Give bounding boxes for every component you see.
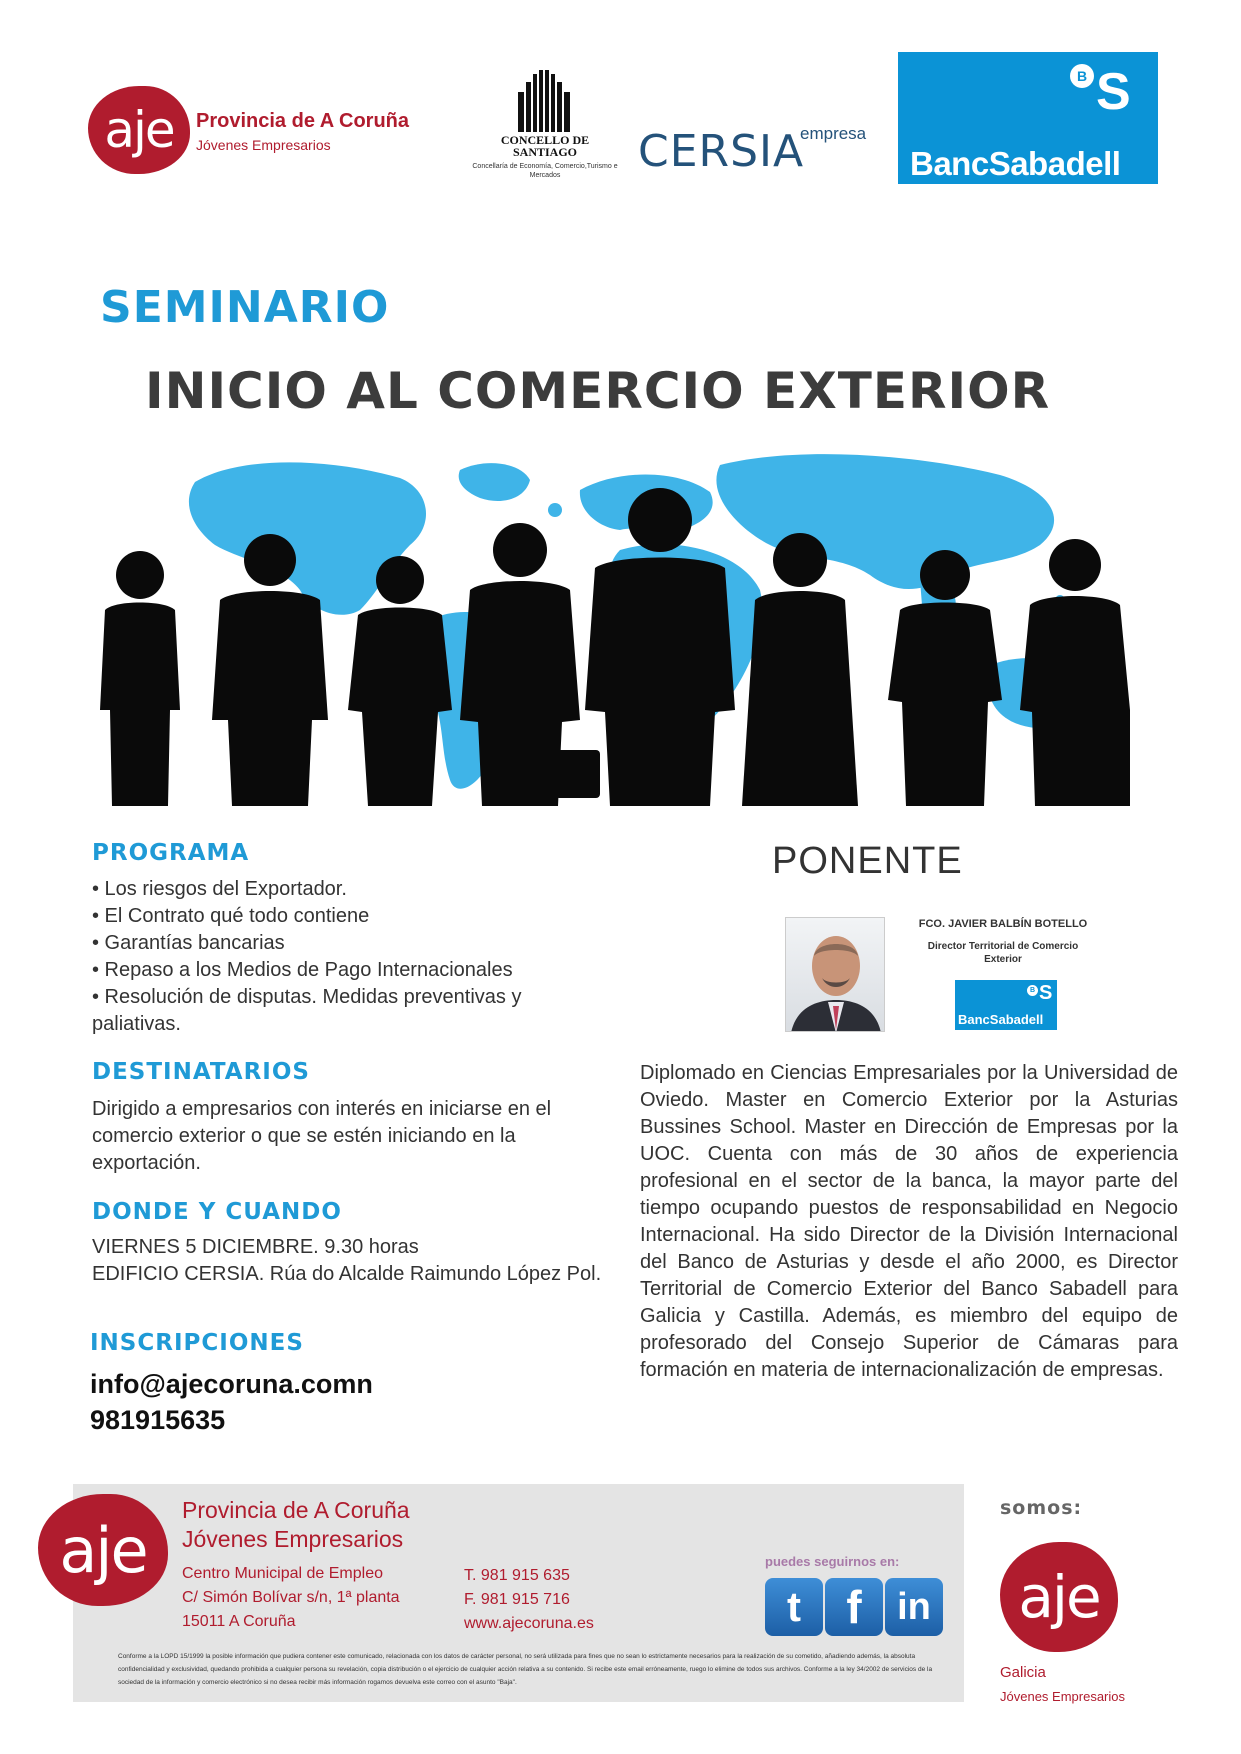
legal-notice: Conforme a la LOPD 15/1999 la posible información que pudiera contener este comunicado, relacionada con los datos de carácter personal, no será utilizada para fines que no sean lo estrictamente necesarios para la realización de su cometido, añadiendo además, la absoluta confidencialidad y exclusividad, quedando prohibida a cualquier persona su revelación, copia distribución o el ejercicio de cualquier acción relativa a su contenido. Si recibe este email erróneamente, ruego lo elimine de todos sus archivos. Conforme a la ley 34/2002 de servicios de la sociedad de la información y comercio electrónico si no desea recibir más información rogamos devuelva este correo con el asunto "Baja". <box>118 1653 933 1686</box>
footer-address <box>182 1562 400 1634</box>
follow-us-label: puedes seguirnos en: <box>765 1554 900 1569</box>
footer-phone: T. 981 915 635 <box>464 1567 570 1584</box>
list-item: • El Contrato qué todo contiene <box>92 905 370 927</box>
aje-logo-line1: Provincia de A Coruña <box>196 110 410 132</box>
speaker-photo <box>785 917 885 1032</box>
santiago-logo-subtitle: Concellaría de Economía, Comercio,Turismo e Mercados <box>472 163 618 179</box>
donde-date: VIERNES 5 DICIEMBRE. 9.30 horas <box>92 1236 419 1258</box>
inscripciones-heading: INSCRIPCIONES <box>90 1330 304 1356</box>
speaker-bio: Diplomado en Ciencias Empresariales por la Universidad de Oviedo. Master en Comercio Exterior por la Asturias Bussines School. Master en Dirección de Empresas por la UOC. Cuenta con más de 30 años de experiencia profesional en el sector de la banca, la mayor parte del tiempo ocupando puestos de responsabilidad en Negocio Internacional. Ha sido Director de la División Internacional del Banco de Asturias y desde el año 2000, es Director Territorial de Comercio Exterior del Banco Sabadell para Galicia y Castilla. Además, es miembro del equipo de profesorado del Consejo Superior de Cámaras para formación en materia de internacionalización de empresas. <box>640 1062 1178 1381</box>
list-item: • Los riesgos del Exportador. <box>92 878 347 900</box>
footer-contact <box>464 1564 594 1636</box>
contact-phone: 981915635 <box>90 1405 226 1435</box>
aje-galicia-line2: Jóvenes Empresarios <box>1000 1689 1125 1704</box>
donde-venue: EDIFICIO CERSIA. Rúa do Alcalde Raimundo López Pol. <box>92 1263 602 1285</box>
list-item: • Garantías bancarias <box>92 932 285 954</box>
programa-list <box>92 876 612 1038</box>
footer-fax: F. 981 915 716 <box>464 1591 570 1608</box>
speaker-portrait-icon <box>786 918 885 1032</box>
speaker-sabadell-logo-name: BancSabadell <box>958 1012 1044 1027</box>
inscripciones-contact <box>90 1366 373 1438</box>
sabadell-logo-s: S <box>1096 63 1131 121</box>
footer-address-line2: C/ Simón Bolívar s/n, 1ª planta <box>182 1589 400 1606</box>
aje-logo-line2: Jóvenes Empresarios <box>196 137 331 153</box>
sabadell-logo-name: BancSabadell <box>910 145 1121 182</box>
page-title: INICIO AL COMERCIO EXTERIOR <box>145 362 1051 420</box>
somos-label: somos: <box>1000 1497 1083 1519</box>
speaker-sabadell-logo-s: S <box>1039 982 1053 1004</box>
santiago-logo-title: CONCELLO DE SANTIAGO <box>500 133 590 159</box>
list-item: • Repaso a los Medios de Pago Internacionales <box>92 959 513 981</box>
cathedral-icon <box>510 70 578 132</box>
twitter-icon[interactable]: t <box>765 1578 823 1636</box>
list-item: • Resolución de disputas. Medidas preventivas y paliativas. <box>92 986 522 1035</box>
footer-address-line1: Centro Municipal de Empleo <box>182 1565 383 1582</box>
speaker-sabadell-logo-b: B <box>1027 985 1038 996</box>
cersia-logo-sub: empresa <box>800 124 867 143</box>
sabadell-logo-b: B <box>1070 64 1094 88</box>
aje-galicia-line1: Galicia <box>1000 1664 1046 1681</box>
footer-org-line2: Jóvenes Empresarios <box>182 1526 404 1552</box>
aje-galicia-logo: aje <box>1000 1542 1118 1652</box>
contact-email[interactable]: info@ajecoruna.comn <box>90 1369 373 1399</box>
linkedin-icon[interactable]: in <box>885 1578 943 1636</box>
destinatarios-text: Dirigido a empresarios con interés en iniciarse en el comercio exterior o que se estén iniciando en la exportación. <box>92 1098 552 1174</box>
cersia-logo: CERSIA <box>638 126 805 177</box>
donde-text <box>92 1234 602 1288</box>
footer-address-line3: 15011 A Coruña <box>182 1613 296 1630</box>
programa-heading: PROGRAMA <box>92 840 250 866</box>
facebook-icon[interactable]: f <box>825 1578 883 1636</box>
speaker-name: FCO. JAVIER BALBÍN BOTELLO <box>918 918 1088 930</box>
world-map-silhouettes-image <box>100 450 1130 806</box>
destinatarios-heading: DESTINATARIOS <box>92 1059 310 1085</box>
footer-org-line1: Provincia de A Coruña <box>182 1497 410 1523</box>
footer-website-link[interactable]: www.ajecoruna.es <box>464 1615 594 1632</box>
footer-aje-logo: aje <box>38 1494 168 1606</box>
seminario-heading: SEMINARIO <box>100 282 390 333</box>
speaker-role: Director Territorial de Comercio Exterior <box>927 941 1079 965</box>
aje-logo: aje <box>88 86 190 174</box>
ponente-heading: PONENTE <box>772 840 963 882</box>
donde-heading: DONDE Y CUANDO <box>92 1199 342 1225</box>
